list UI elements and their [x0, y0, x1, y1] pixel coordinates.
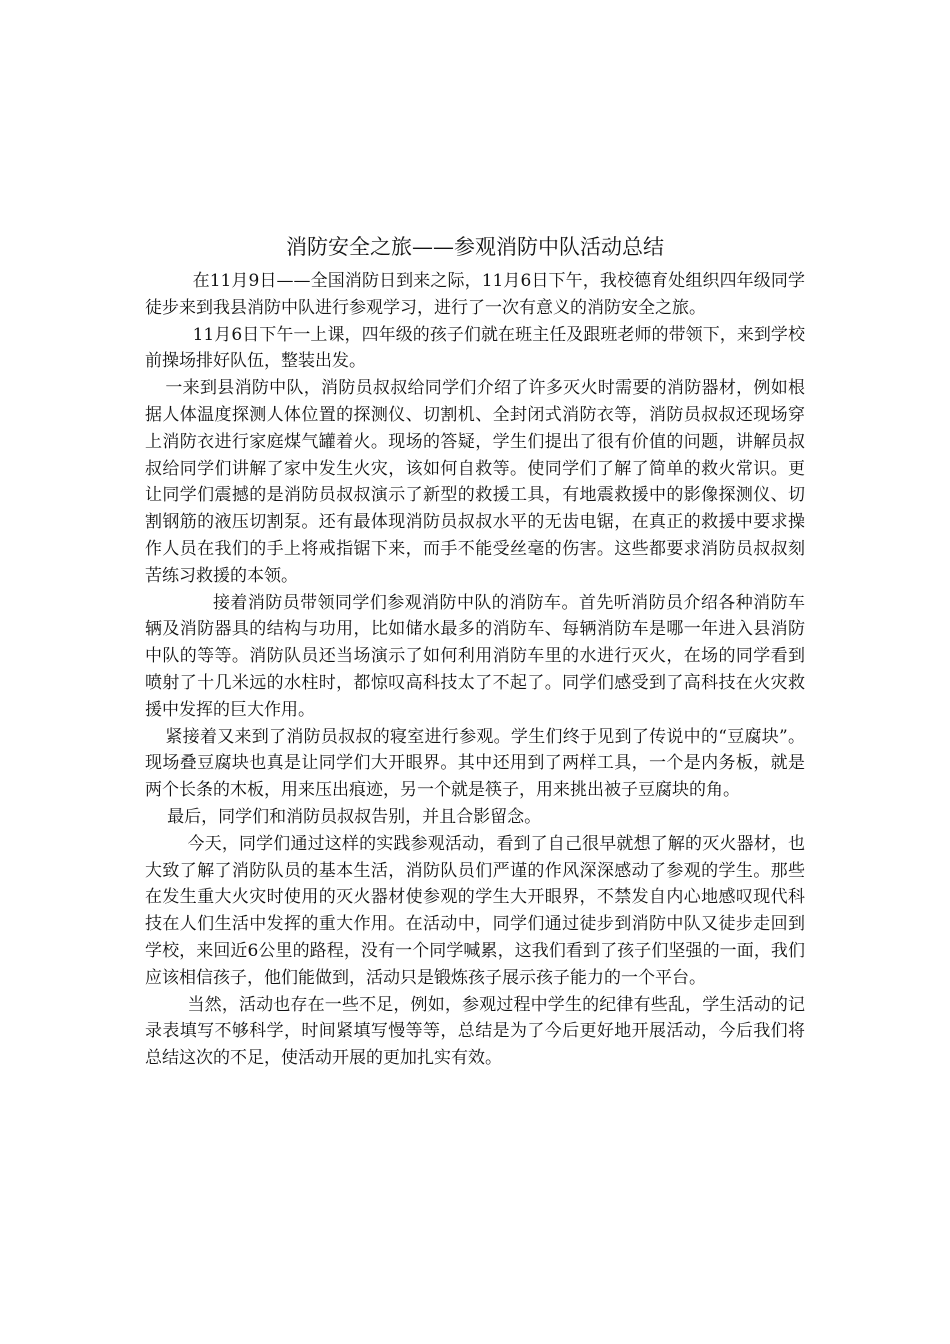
- paragraph-dormitory: 紧接着又来到了消防员叔叔的寝室进行参观。学生们终于见到了传说中的“豆腐块”。现场叠豆腐块也真是让同学们大开眼界。其中还用到了两样工具，一个是内务板，就是两个长条的木板，用来压出痕迹，另一个就是筷子，用来挑出被子豆腐块的角。: [145, 726, 805, 801]
- paragraph-departure: 11月6日下午一上课，四年级的孩子们就在班主任及跟班老师的带领下，来到学校前操场排好队伍，整装出发。: [145, 324, 805, 372]
- paragraph-reflection: 今天，同学们通过这样的实践参观活动，看到了自己很早就想了解的灭火器材，也大致了解了消防队员的基本生活，消防队员们严谨的作风深深感动了参观的学生。那些在发生重大火灾时使用的灭火器材使参观的学生大开眼界，不禁发自内心地感叹现代科技在人们生活中发挥的重大作用。在活动中，同学们通过徒步到消防中队又徒步走回到学校，来回近6公里的路程，没有一个同学喊累，这我们看到了孩子们坚强的一面，我们应该相信孩子，他们能做到，活动只是锻炼孩子展示孩子能力的一个平台。: [145, 833, 805, 988]
- document-title: 消防安全之旅——参观消防中队活动总结: [286, 235, 664, 259]
- document-body: [145, 268, 805, 1072]
- paragraph-equipment: 一来到县消防中队，消防员叔叔给同学们介绍了许多灭火时需要的消防器材，例如根据人体温度探测人体位置的探测仪、切割机、全封闭式消防衣等，消防员叔叔还现场穿上消防衣进行家庭煤气罐着火。现场的答疑，学生们提出了很有价值的问题，讲解员叔叔给同学们讲解了家中发生火灾，该如何自救等。使同学们了解了简单的救火常识。更让同学们震撼的是消防员叔叔演示了新型的救援工具，有地震救援中的影像探测仪、切割钢筋的液压切割泵。还有最体现消防员叔叔水平的无齿电锯，在真正的救援中要求操作人员在我们的手上将戒指锯下来，而手不能受丝毫的伤害。这些都要求消防员叔叔刻苦练习救援的本领。: [145, 378, 805, 586]
- paragraph-shortcomings: 当然，活动也存在一些不足，例如，参观过程中学生的纪律有些乱，学生活动的记录表填写不够科学，时间紧填写慢等等，总结是为了今后更好地开展活动，今后我们将总结这次的不足，使活动开展的更加扎实有效。: [145, 994, 805, 1069]
- paragraph-farewell: 最后，同学们和消防员叔叔告别，并且合影留念。: [167, 806, 542, 827]
- paragraph-intro: 在11月9日——全国消防日到来之际，11月6日下午，我校德育处组织四年级同学徒步来到我县消防中队进行参观学习，进行了一次有意义的消防安全之旅。: [145, 271, 805, 318]
- paragraph-fire-trucks: 接着消防员带领同学们参观消防中队的消防车。首先听消防员介绍各种消防车辆及消防器具的结构与功用，比如储水最多的消防车、每辆消防车是哪一年进入县消防中队的等等。消防队员还当场演示了如何利用消防车里的水进行灭火，在场的同学看到喷射了十几米远的水柱时，都惊叹高科技太了不起了。同学们感受到了高科技在火灾救援中发挥的巨大作用。: [145, 592, 805, 720]
